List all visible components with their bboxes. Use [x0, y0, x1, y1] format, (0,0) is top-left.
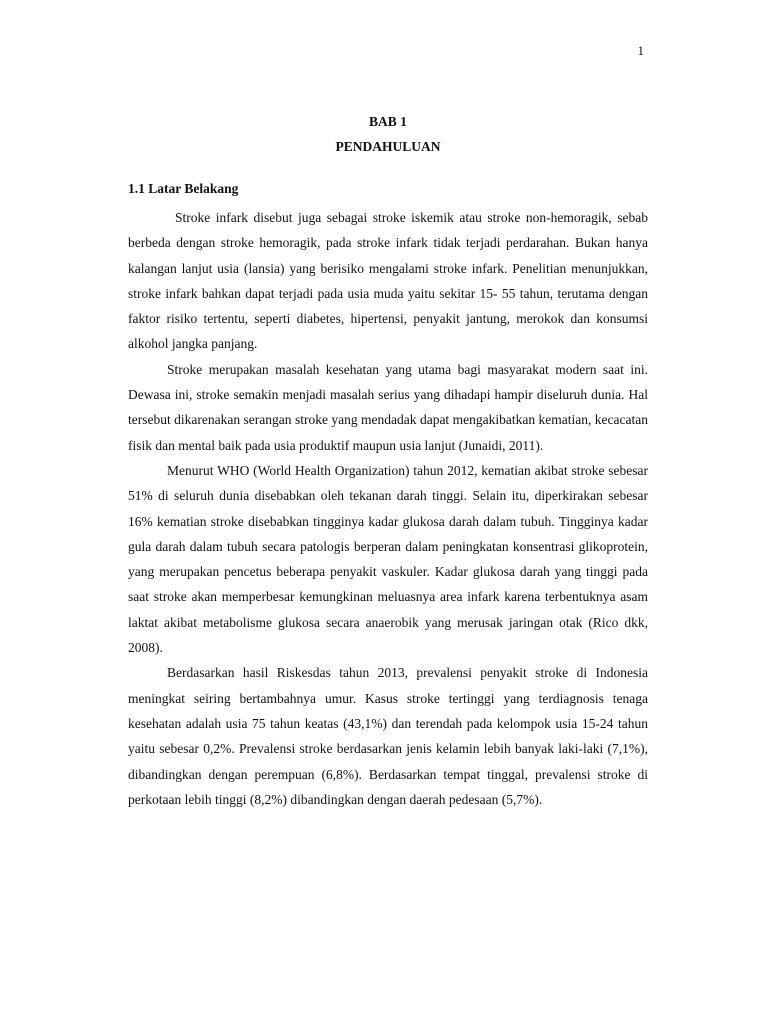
paragraph: Stroke infark disebut juga sebagai stroke iskemik atau stroke non-hemoragik, sebab berbeda dengan stroke hemoragik, pada stroke infark tidak terjadi perdarahan. Bukan hanya kalangan lanjut usia (lansia) yang berisiko mengalami stroke infark. Penelitian menunjukkan, stroke infark bahkan dapat terjadi pada usia muda yaitu sekitar 15- 55 tahun, terutama dengan faktor risiko tertentu, seperti diabetes, hipertensi, penyakit jantung, merokok dan konsumsi alkohol jangka panjang. [128, 210, 648, 352]
chapter-title: PENDAHULUAN [335, 139, 441, 154]
chapter-label: BAB 1 [369, 114, 407, 129]
paragraph: Stroke merupakan masalah kesehatan yang utama bagi masyarakat modern saat ini. Dewasa ini, stroke semakin menjadi masalah serius yang dihadapi hampir diseluruh dunia. Hal tersebut dikarenakan serangan stroke yang mendadak dapat mengakibatkan kematian, kecacatan fisik dan mental baik pada usia produktif maupun usia lanjut (Junaidi, 2011). [128, 361, 648, 453]
section-title: 1.1 Latar Belakang [128, 181, 239, 196]
body-text [128, 205, 648, 812]
page-number: 1 [637, 43, 644, 58]
paragraph: Berdasarkan hasil Riskesdas tahun 2013, prevalensi penyakit stroke di Indonesia meningkat seiring bertambahnya umur. Kasus stroke tertinggi yang terdiagnosis tenaga kesehatan adalah usia 75 tahun keatas (43,1%) dan terendah pada kelompok usia 15-24 tahun yaitu sebesar 0,2%. Prevalensi stroke berdasarkan jenis kelamin lebih banyak laki-laki (7,1%), dibandingkan dengan perempuan (6,8%). Berdasarkan tempat tinggal, prevalensi stroke di perkotaan lebih tinggi (8,2%) dibandingkan dengan daerah pedesaan (5,7%). [128, 665, 648, 807]
paragraph: Menurut WHO (World Health Organization) tahun 2012, kematian akibat stroke sebesar 51% di seluruh dunia disebabkan oleh tekanan darah tinggi. Selain itu, diperkirakan sebesar 16% kematian stroke disebabkan tingginya kadar glukosa darah dalam tubuh. Tingginya kadar gula darah dalam tubuh secara patologis berperan dalam peningkatan konsentrasi glikoprotein, yang merupakan pencetus beberapa penyakit vaskuler. Kadar glukosa darah yang tinggi pada saat stroke akan memperbesar kemungkinan meluasnya area infark karena terbentuknya asam laktat akibat metabolisme glukosa secara anaerobik yang merusak jaringan otak (Rico dkk, 2008). [128, 462, 648, 656]
